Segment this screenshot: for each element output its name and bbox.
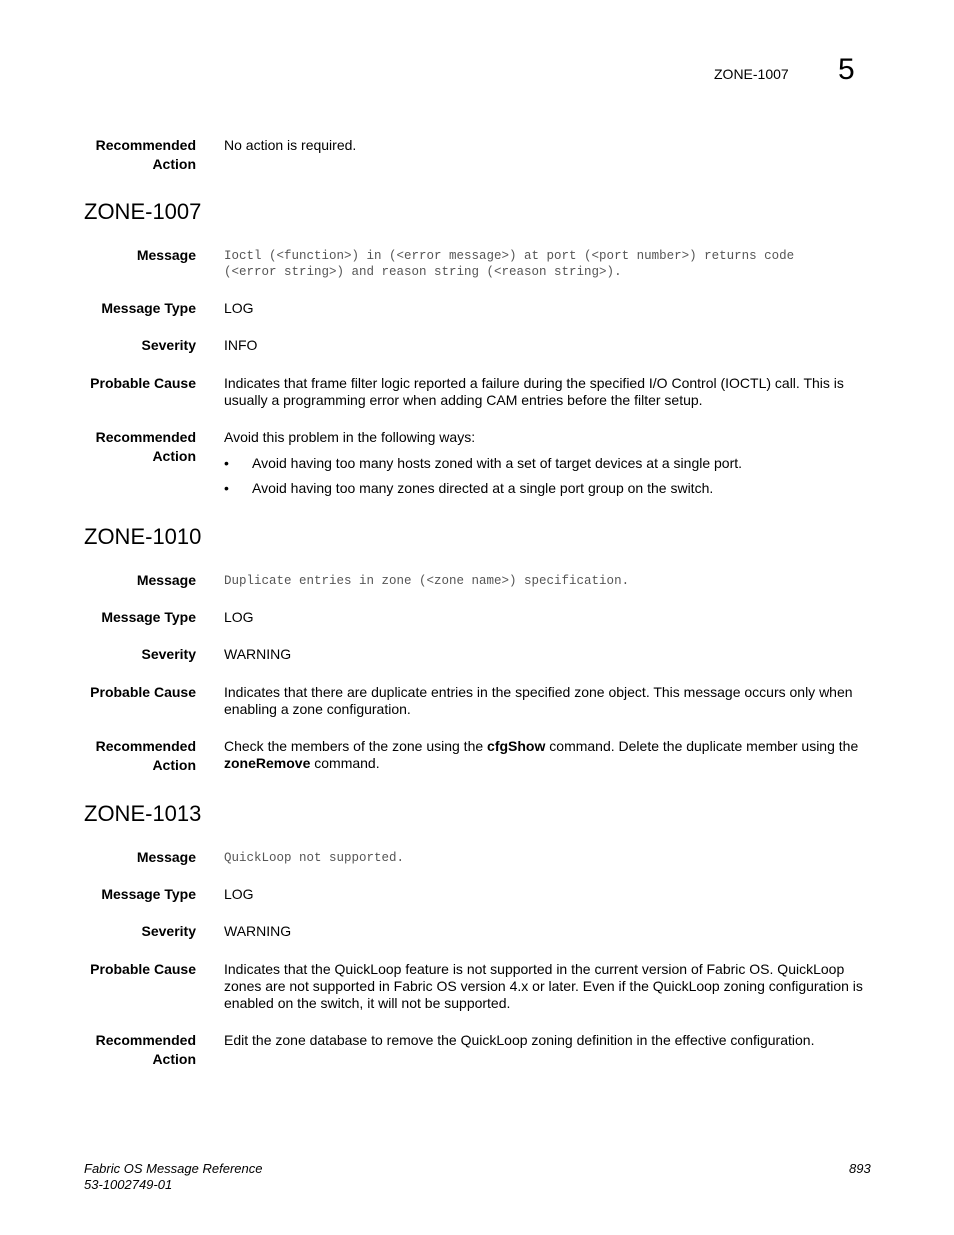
message-type-value: LOG: [224, 886, 254, 902]
footer-doc-number: 53-1002749-01: [84, 1177, 173, 1192]
footer-doc-title: Fabric OS Message Reference: [84, 1161, 263, 1176]
probable-cause-text: Indicates that the QuickLoop feature is not supported in the current version of Fabric OS. QuickLoop zones are not supported in Fabric OS version 4.x or later. Even if the QuickLoop zoning configuration is enabled on the switch, it will not be supported.: [224, 961, 863, 1011]
message-type-label: Message Type: [101, 886, 196, 902]
probable-cause-label: Probable Cause: [90, 684, 196, 700]
probable-cause-label: Probable Cause: [90, 961, 196, 977]
running-header: ZONE-1007: [714, 66, 789, 82]
recommended-action-text: No action is required.: [224, 137, 357, 153]
recommended-action-label: Recommended Action: [95, 738, 196, 773]
message-type-label: Message Type: [101, 300, 196, 316]
chapter-number: 5: [838, 53, 855, 86]
probable-cause-text: Indicates that there are duplicate entries in the specified zone object. This message occurs only when enabling a zone configuration.: [224, 684, 853, 717]
bullet-icon: •: [224, 455, 229, 471]
command-name: zoneRemove: [224, 755, 311, 771]
severity-value: WARNING: [224, 646, 292, 662]
severity-label: Severity: [141, 646, 196, 662]
recommended-action-text: Edit the zone database to remove the QuickLoop zoning definition in the effective configuration.: [224, 1032, 815, 1048]
message-label: Message: [136, 247, 196, 263]
section-title: ZONE-1007: [84, 199, 202, 224]
message-text: Duplicate entries in zone (<zone name>) specification.: [224, 574, 630, 588]
severity-label: Severity: [141, 337, 196, 353]
recommended-action-label: Recommended Action: [95, 1032, 196, 1067]
message-text: Ioctl (<function>) in (<error message>) at port (<port number>) returns code (<error string>) and reason string (<reason string>).: [224, 249, 795, 279]
message-text: QuickLoop not supported.: [224, 851, 405, 865]
action-intro: Avoid this problem in the following ways:: [224, 429, 476, 445]
section-title: ZONE-1010: [84, 524, 202, 549]
severity-label: Severity: [141, 923, 196, 939]
message-type-label: Message Type: [101, 609, 196, 625]
bullet-icon: •: [224, 480, 229, 496]
message-label: Message: [136, 849, 196, 865]
page-number: 893: [849, 1161, 871, 1176]
message-type-value: LOG: [224, 300, 254, 316]
probable-cause-label: Probable Cause: [90, 375, 196, 391]
recommended-action-text: Check the members of the zone using the cfgShow command. Delete the duplicate member using the zoneRemove command.: [224, 738, 859, 771]
severity-value: INFO: [224, 337, 258, 353]
severity-value: WARNING: [224, 923, 292, 939]
section-title: ZONE-1013: [84, 801, 202, 826]
command-name: cfgShow: [487, 738, 546, 754]
message-label: Message: [136, 572, 196, 588]
probable-cause-text: Indicates that frame filter logic reported a failure during the specified I/O Control (IOCTL) call. This is usually a programming error when adding CAM entries before the filter setup.: [224, 375, 844, 408]
recommended-action-label: Recommended Action: [95, 429, 196, 464]
message-type-value: LOG: [224, 609, 254, 625]
recommended-action-label: Recommended Action: [95, 137, 196, 172]
